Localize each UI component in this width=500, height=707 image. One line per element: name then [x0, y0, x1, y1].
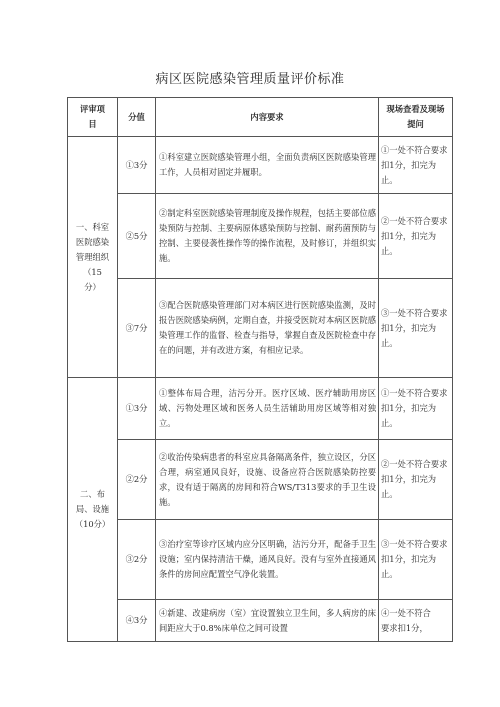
content-cell: ①整体布局合理，洁污分开。医疗区域、医疗辅助用房区域、污物处理区域和医务人员生活辅助用房区域等相对独立。 [156, 378, 379, 440]
header-item: 评审项 目 [68, 98, 118, 137]
score-cell: ③7分 [118, 279, 156, 378]
category-cell: 一、科室 医院感染 管理组织 （15 分） [68, 137, 118, 378]
content-cell: ①科室建立医院感染管理小组，全面负责病区医院感染管理工作，人员相对固定并履职。 [156, 137, 379, 194]
score-cell: ②2分 [118, 440, 156, 520]
check-cell: ④一处不符合 要求扣1分， [379, 600, 453, 642]
content-cell: ④新建、改建病房（室）宜设置独立卫生间，多人病房的床间距应大于0.8%床单位之间可设置 [156, 600, 379, 642]
header-content: 内容要求 [156, 98, 379, 137]
table-row [68, 279, 453, 378]
check-cell: ①一处不符合要求扣1分，扣完为止。 [379, 137, 453, 194]
table-row [68, 600, 453, 642]
score-cell: ①3分 [118, 137, 156, 194]
header-score: 分值 [118, 98, 156, 137]
check-cell: ②一处不符合要求扣1分，扣完为止。 [379, 194, 453, 279]
content-cell: ②收治传染病患者的科室应具备隔离条件，独立设区，分区合理，病室通风良好，设施、设备应符合医院感染防控要求，设有适于隔离的房间和符合WS/T313要求的手卫生设施。 [156, 440, 379, 520]
score-cell: ②5分 [118, 194, 156, 279]
page-title: 病区医院感染管理质量评价标准 [155, 72, 345, 87]
check-cell: ③一处不符合要求扣1分，扣完为止。 [379, 279, 453, 378]
table-row [68, 194, 453, 279]
check-cell: ③一处不符合要求扣1分，扣完为止。 [379, 520, 453, 600]
table-row [68, 520, 453, 600]
check-cell: ①一处不符合要求扣1分，扣完为止。 [379, 378, 453, 440]
check-cell: ②一处不符合要求扣1分，扣完为止。 [379, 440, 453, 520]
score-cell: ④3分 [118, 600, 156, 642]
header-check: 现场查看及现场 提问 [379, 98, 453, 137]
table-row [68, 137, 453, 194]
content-cell: ②制定科室医院感染管理制度及操作规程，包括主要部位感染预防与控制、主要病原体感染预防与控制、耐药菌预防与控制、主要侵袭性操作等的操作流程，及时修订，并组织实施。 [156, 194, 379, 279]
category-cell: 二、布 局、设施 （10分） [68, 378, 118, 642]
table-row [68, 440, 453, 520]
table-row [68, 378, 453, 440]
score-cell: ①3分 [118, 378, 156, 440]
table-header-row [68, 98, 453, 137]
score-cell: ③2分 [118, 520, 156, 600]
content-cell: ③配合医院感染管理部门对本病区进行医院感染监测，及时报告医院感染病例，定期自查，并接受医院对本病区医院感染管理工作的监督、检查与指导，掌握自查及医院检查中存在的问题，并有改进方案，有相应记录。 [156, 279, 379, 378]
content-cell: ③治疗室等诊疗区域内应分区明确，洁污分开，配备手卫生设施；室内保持清洁干燥，通风良好。没有与室外直接通风条件的房间应配置空气净化装置。 [156, 520, 379, 600]
evaluation-table [67, 97, 453, 642]
